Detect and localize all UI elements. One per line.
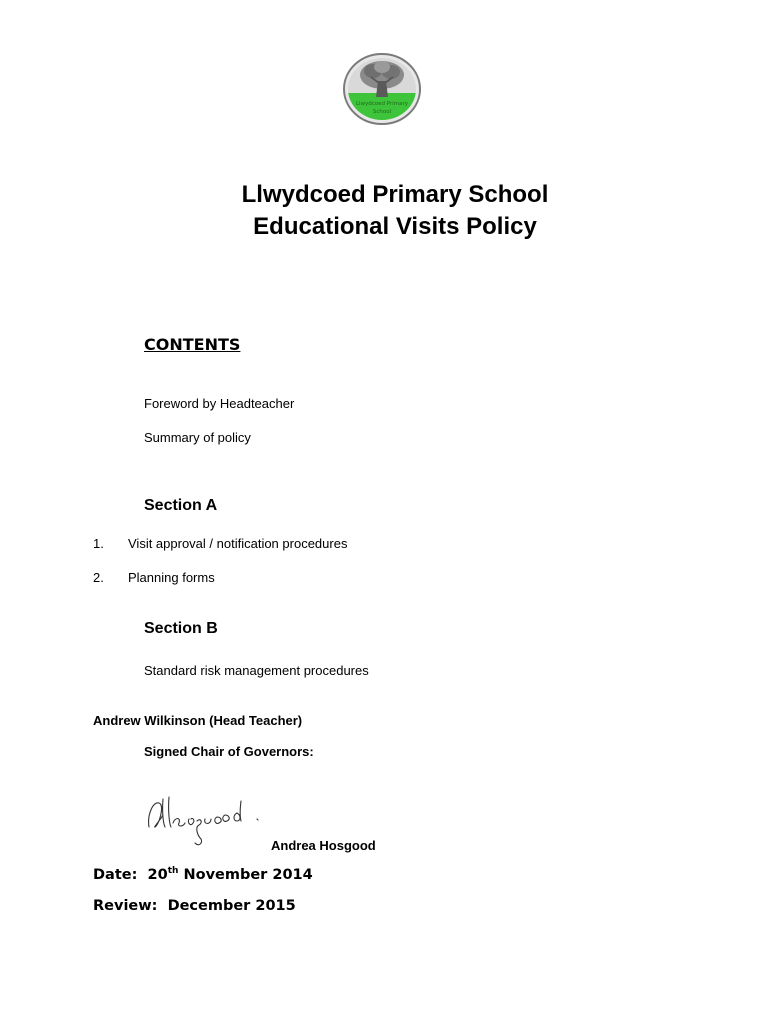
section-b-item: Standard risk management procedures (144, 663, 369, 678)
date-label: Date: (93, 867, 138, 883)
document-title-school: Llwydcoed Primary School (241, 181, 549, 208)
review-line (93, 898, 296, 914)
contents-item-summary: Summary of policy (144, 430, 251, 445)
section-b-heading: Section B (144, 620, 218, 637)
document-title-policy: Educational Visits Policy (253, 213, 537, 240)
section-a-item-1-label: Visit approval / notification procedures (128, 536, 348, 551)
review-label: Review: (93, 898, 158, 914)
school-logo-emblem (343, 53, 421, 125)
chair-name: Andrea Hosgood (271, 838, 376, 853)
date-rest: November 2014 (183, 867, 313, 883)
section-a-item-2-number: 2. (93, 570, 104, 585)
date-day: 20 (147, 867, 168, 883)
date-line (93, 866, 313, 883)
review-value: December 2015 (167, 898, 296, 914)
signature-drawing (145, 789, 275, 849)
chair-of-governors-label: Signed Chair of Governors: (144, 744, 314, 759)
head-teacher-name: Andrew Wilkinson (Head Teacher) (93, 713, 303, 728)
section-a-item-2-label: Planning forms (128, 570, 215, 585)
section-a-item-1-number: 1. (93, 536, 104, 551)
contents-heading: CONTENTS (144, 335, 241, 354)
contents-item-foreword: Foreword by Headteacher (144, 396, 295, 411)
date-suffix: th (167, 866, 179, 876)
school-logo (343, 53, 421, 125)
handwritten-signature (145, 789, 275, 849)
logo-text-bottom: School (372, 109, 392, 115)
logo-text-top: Llwydcoed Primary (355, 101, 409, 107)
section-a-heading: Section A (144, 497, 218, 514)
